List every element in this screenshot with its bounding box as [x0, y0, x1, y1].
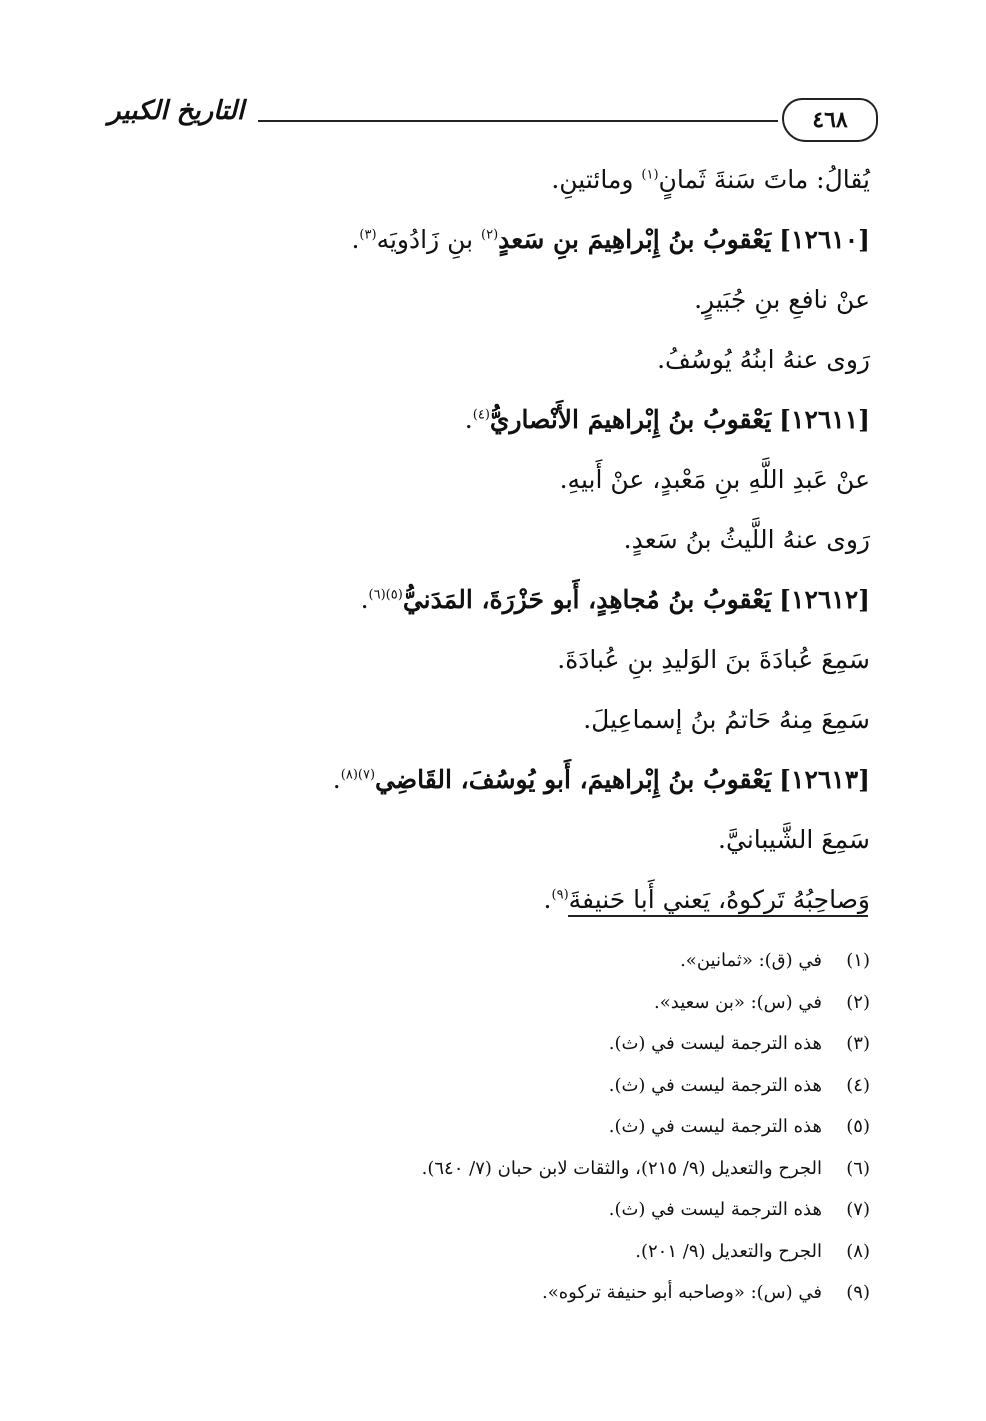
footnote-number: (٤): [846, 1074, 870, 1096]
page-header: [108, 92, 878, 148]
footnote-number: (٣): [846, 1033, 870, 1054]
footnote-ref: (٣): [359, 227, 377, 243]
footnote-number: (٢): [846, 991, 870, 1013]
text-line: رَوى عنهُ ابنُهُ يُوسُفُ.: [657, 345, 870, 374]
footnote: [110, 940, 870, 982]
footnote-number: (٦): [846, 1157, 870, 1179]
entry-number: ١٢٦١٠: [791, 225, 859, 254]
footnote-text: في (س): «وصاحبه أبو حنيفة تركوه».: [541, 1282, 822, 1303]
footnote: [110, 982, 870, 1024]
entry-name: يَعْقوبُ بنُ إِبْراهيمَ الأَنْصاريُّ: [489, 405, 772, 434]
header-rule: [258, 120, 778, 122]
footnote-text: هذه الترجمة ليست في (ث).: [608, 1116, 822, 1137]
bracket: ]: [779, 765, 792, 794]
footnote-separator: [568, 915, 868, 917]
footnote-ref: (١): [641, 167, 659, 183]
punct: .: [332, 765, 341, 794]
entry-number: ١٢٦١١: [791, 405, 859, 434]
footnote-ref: (٥)(٦): [368, 587, 403, 603]
line-text: وَصاحِبُهُ تَركوهُ، يَعني أَبا حَنيفةَ: [568, 885, 870, 914]
bracket: [: [858, 225, 870, 254]
footnote-text: في (س): «بن سعيد».: [654, 991, 822, 1013]
footnote-ref: (٩): [551, 887, 569, 903]
footnote-text: هذه الترجمة ليست في (ث).: [608, 1199, 822, 1220]
entry-name: يَعْقوبُ بنُ إِبْراهِيمَ بنِ سَعدٍ: [498, 225, 772, 254]
entry-name-cont: بنِ زَادُويَه: [376, 225, 482, 254]
footnote: [110, 1065, 870, 1107]
entry-number: ١٢٦١٢: [791, 585, 859, 614]
entry-heading: [110, 570, 870, 630]
page-number: ٤٦٨: [782, 98, 878, 142]
line-text: ومائتينِ.: [551, 165, 642, 194]
footnote-text: الجرح والتعديل (٩/ ٢١٥)، والثقات لابن حبان (٧/ ٦٤٠).: [421, 1157, 822, 1179]
text-line: سَمِعَ مِنهُ حَاتمُ بنُ إسماعِيلَ.: [583, 705, 870, 734]
footnote-text: هذه الترجمة ليست في (ث).: [608, 1033, 822, 1054]
bracket: ]: [779, 405, 792, 434]
footnote: [110, 1231, 870, 1273]
text-line: عنْ عَبدِ اللَّهِ بنِ مَعْبدٍ، عنْ أَبيهِ.: [559, 465, 870, 494]
footnotes: [110, 940, 870, 1314]
text-line: [110, 150, 870, 210]
footnote: [110, 1106, 870, 1148]
text-line: عنْ نافعِ بنِ جُبَيرٍ.: [694, 285, 870, 314]
bracket: [: [858, 585, 870, 614]
footnote: [110, 1272, 870, 1314]
punct: .: [464, 405, 473, 434]
footnote: [110, 1023, 870, 1065]
book-title: التاريخ الكبير: [108, 96, 245, 126]
footnote-text: هذه الترجمة ليست في (ث).: [608, 1074, 822, 1096]
footnote-number: (٧): [846, 1199, 870, 1220]
footnote-number: (٨): [846, 1240, 870, 1262]
entry-number: ١٢٦١٣: [791, 765, 859, 794]
punct: .: [360, 585, 369, 614]
footnote-ref: (٤): [472, 407, 490, 423]
text-line: سَمِعَ عُبادَةَ بنَ الوَليدِ بنِ عُبادَةَ.: [557, 645, 870, 674]
main-text: [110, 150, 870, 930]
bracket: [: [858, 405, 870, 434]
footnote-ref: (٢): [481, 227, 499, 243]
footnote-number: (١): [846, 950, 870, 971]
footnote: [110, 1189, 870, 1231]
entry-heading: [110, 750, 870, 810]
footnote-number: (٩): [846, 1282, 870, 1303]
bracket: [: [858, 765, 870, 794]
entry-heading: [110, 390, 870, 450]
entry-name: يَعْقوبُ بنُ إِبْراهيمَ، أَبو يُوسُفَ، القَاضِي: [375, 765, 772, 794]
footnote-number: (٥): [846, 1116, 870, 1137]
bracket: ]: [779, 225, 792, 254]
line-text: يُقالُ: ماتَ سَنةَ ثَمانٍ: [658, 165, 870, 194]
footnote: [110, 1148, 870, 1190]
bracket: ]: [779, 585, 792, 614]
text-line: رَوى عنهُ اللَّيثُ بنُ سَعدٍ.: [623, 525, 870, 554]
text-line: [110, 870, 870, 930]
text-line: سَمِعَ الشَّيبانيَّ.: [718, 825, 870, 854]
footnote-text: الجرح والتعديل (٩/ ٢٠١).: [635, 1240, 822, 1262]
punct: .: [543, 885, 552, 914]
entry-name: يَعْقوبُ بنُ مُجاهِدٍ، أَبو حَزْرَةَ، المَدَنيُّ: [402, 585, 772, 614]
footnote-ref: (٧)(٨): [340, 767, 376, 783]
punct: .: [351, 225, 360, 254]
footnote-text: في (ق): «ثمانين».: [680, 950, 822, 971]
entry-heading: [110, 210, 870, 270]
